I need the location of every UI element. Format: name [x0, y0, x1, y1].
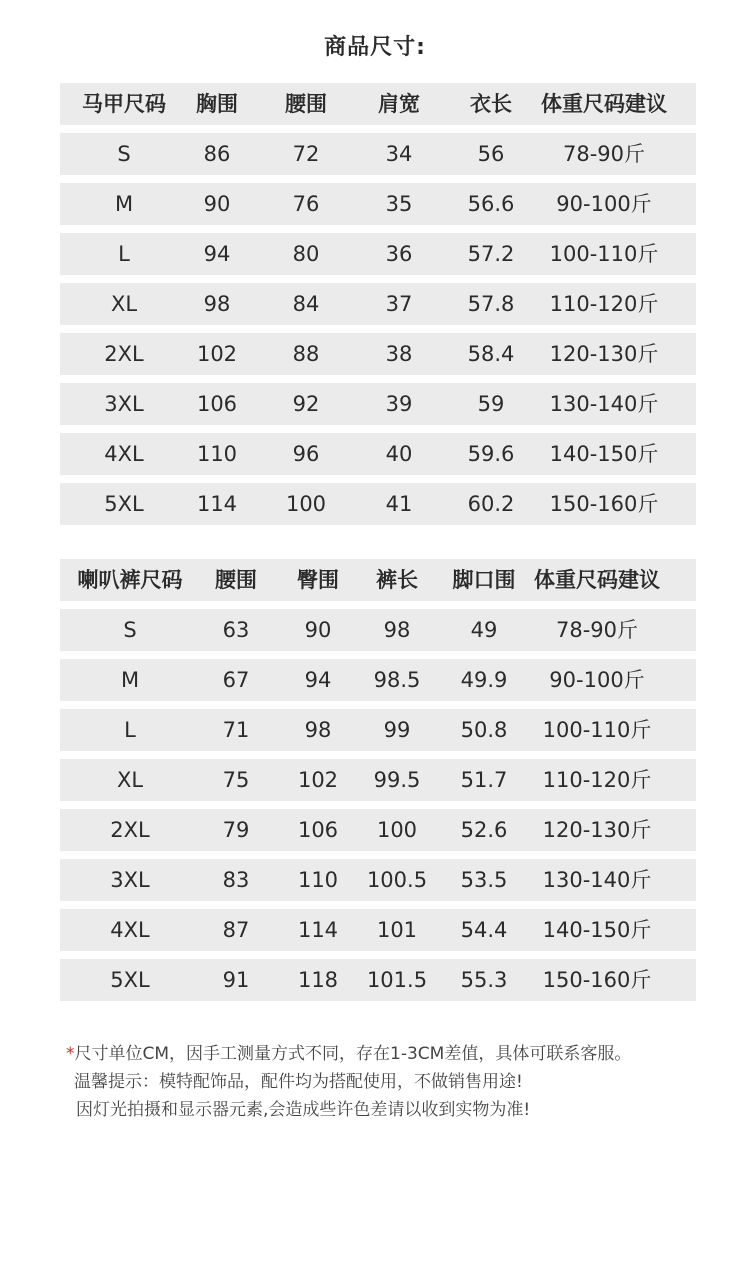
table-cell: S: [123, 618, 137, 642]
table-cell: 150-160斤: [542, 968, 652, 992]
table-cell: 59: [477, 392, 505, 416]
table-row: [60, 659, 696, 701]
table-cell: 4XL: [104, 442, 144, 466]
table-cell: 71: [222, 718, 250, 742]
table-cell: 102: [196, 342, 238, 366]
notes: [66, 1040, 726, 1124]
table-cell: 90: [304, 618, 332, 642]
table-cell: 57.8: [467, 292, 515, 316]
table-row: [60, 333, 696, 375]
note-line-3: 因灯光拍摄和显示器元素,会造成些许色差请以收到实物为准!: [76, 1100, 531, 1120]
table-cell: 110: [297, 868, 339, 892]
table-cell: 110: [196, 442, 238, 466]
table-cell: 96: [292, 442, 320, 466]
table-row: [60, 133, 696, 175]
table-cell: 99: [383, 718, 411, 742]
table-cell: 110-120斤: [542, 768, 652, 792]
table-cell: 2XL: [110, 818, 150, 842]
table-cell: 98: [383, 618, 411, 642]
table-row: [60, 383, 696, 425]
table-cell: 140-150斤: [542, 918, 652, 942]
table-cell: 49: [470, 618, 498, 642]
table-cell: 72: [292, 142, 320, 166]
table-cell: 98.5: [373, 668, 421, 692]
table-cell: 87: [222, 918, 250, 942]
table-cell: 3XL: [104, 392, 144, 416]
column-header: 体重尺码建议: [534, 568, 660, 592]
table-cell: 100: [376, 818, 418, 842]
table-row: [60, 283, 696, 325]
table-cell: 80: [292, 242, 320, 266]
note-line-2: 温馨提示：模特配饰品，配件均为搭配使用，不做销售用途!: [74, 1072, 523, 1092]
table-cell: 140-150斤: [549, 442, 659, 466]
column-header: 衣长: [470, 92, 512, 116]
table-cell: 120-130斤: [549, 342, 659, 366]
table-row: [60, 183, 696, 225]
table-cell: 60.2: [467, 492, 515, 516]
table-cell: 130-140斤: [542, 868, 652, 892]
table-cell: 120-130斤: [542, 818, 652, 842]
table-cell: 56.6: [467, 192, 515, 216]
table-cell: 59.6: [467, 442, 515, 466]
table-cell: 53.5: [460, 868, 508, 892]
table-cell: 101: [376, 918, 418, 942]
table-cell: 99.5: [373, 768, 421, 792]
vest-size-table: [60, 83, 696, 533]
table-cell: 35: [385, 192, 413, 216]
note-star: *: [66, 1044, 75, 1064]
table-cell: 90-100斤: [556, 192, 652, 216]
table-cell: 78-90斤: [562, 142, 646, 166]
column-header: 脚口围: [452, 568, 516, 592]
table-row: [60, 859, 696, 901]
table-cell: 92: [292, 392, 320, 416]
column-header: 臀围: [297, 568, 339, 592]
column-header: 肩宽: [378, 92, 420, 116]
table-row: [60, 809, 696, 851]
table-cell: 150-160斤: [549, 492, 659, 516]
table-cell: 101.5: [366, 968, 428, 992]
table-row: [60, 959, 696, 1001]
table-cell: 67: [222, 668, 250, 692]
table-cell: 106: [196, 392, 238, 416]
table-row: [60, 483, 696, 525]
table-cell: 100.5: [366, 868, 428, 892]
table-cell: 49.9: [460, 668, 508, 692]
table-cell: 91: [222, 968, 250, 992]
table-cell: 56: [477, 142, 505, 166]
table-cell: 58.4: [467, 342, 515, 366]
table-cell: 5XL: [110, 968, 150, 992]
table-cell: 50.8: [460, 718, 508, 742]
table-row: [60, 909, 696, 951]
table-header-row: [60, 83, 696, 125]
note-line-1: [66, 1040, 726, 1068]
table-cell: 110-120斤: [549, 292, 659, 316]
table-cell: 98: [203, 292, 231, 316]
table-cell: 98: [304, 718, 332, 742]
column-header: 胸围: [196, 92, 238, 116]
note-text-1: 尺寸单位CM，因手工测量方式不同，存在1-3CM差值，具体可联系客服。: [74, 1044, 632, 1064]
table-cell: 102: [297, 768, 339, 792]
table-row: [60, 609, 696, 651]
column-header: 体重尺码建议: [541, 92, 667, 116]
table-cell: 76: [292, 192, 320, 216]
table-cell: XL: [116, 768, 144, 792]
table-cell: S: [117, 142, 131, 166]
table-row: [60, 433, 696, 475]
table-cell: 84: [292, 292, 320, 316]
table-cell: 52.6: [460, 818, 508, 842]
table-row: [60, 759, 696, 801]
table-cell: 86: [203, 142, 231, 166]
page-title: 商品尺寸:: [324, 35, 426, 60]
table-row: [60, 709, 696, 751]
table-cell: 3XL: [110, 868, 150, 892]
table-cell: 114: [297, 918, 339, 942]
table-cell: 118: [297, 968, 339, 992]
column-header: 腰围: [285, 92, 327, 116]
table-cell: 75: [222, 768, 250, 792]
table-cell: 51.7: [460, 768, 508, 792]
table-cell: L: [124, 718, 136, 742]
column-header: 腰围: [215, 568, 257, 592]
table-cell: 100: [285, 492, 327, 516]
table-cell: L: [118, 242, 130, 266]
table-cell: 88: [292, 342, 320, 366]
table-cell: 79: [222, 818, 250, 842]
table-cell: 55.3: [460, 968, 508, 992]
table-cell: 39: [385, 392, 413, 416]
table-cell: 100-110斤: [549, 242, 659, 266]
table-cell: 2XL: [104, 342, 144, 366]
table-cell: 130-140斤: [549, 392, 659, 416]
table-cell: 100-110斤: [542, 718, 652, 742]
table-cell: 83: [222, 868, 250, 892]
table-cell: 78-90斤: [555, 618, 639, 642]
table-cell: 4XL: [110, 918, 150, 942]
table-cell: 54.4: [460, 918, 508, 942]
table-cell: 5XL: [104, 492, 144, 516]
table-cell: 40: [385, 442, 413, 466]
table-cell: 90: [203, 192, 231, 216]
column-header: 喇叭裤尺码: [77, 568, 183, 592]
table-cell: 94: [203, 242, 231, 266]
table-cell: 114: [196, 492, 238, 516]
table-header-row: [60, 559, 696, 601]
table-cell: 34: [385, 142, 413, 166]
table-cell: 38: [385, 342, 413, 366]
table-cell: XL: [110, 292, 138, 316]
table-cell: 57.2: [467, 242, 515, 266]
table-row: [60, 233, 696, 275]
table-cell: 106: [297, 818, 339, 842]
pants-size-table: [60, 559, 696, 1009]
table-cell: 41: [385, 492, 413, 516]
table-cell: 94: [304, 668, 332, 692]
table-cell: 90-100斤: [549, 668, 645, 692]
column-header: 裤长: [376, 568, 418, 592]
column-header: 马甲尺码: [82, 92, 166, 116]
table-cell: 63: [222, 618, 250, 642]
table-cell: 36: [385, 242, 413, 266]
table-cell: M: [120, 668, 140, 692]
table-cell: M: [114, 192, 134, 216]
table-cell: 37: [385, 292, 413, 316]
